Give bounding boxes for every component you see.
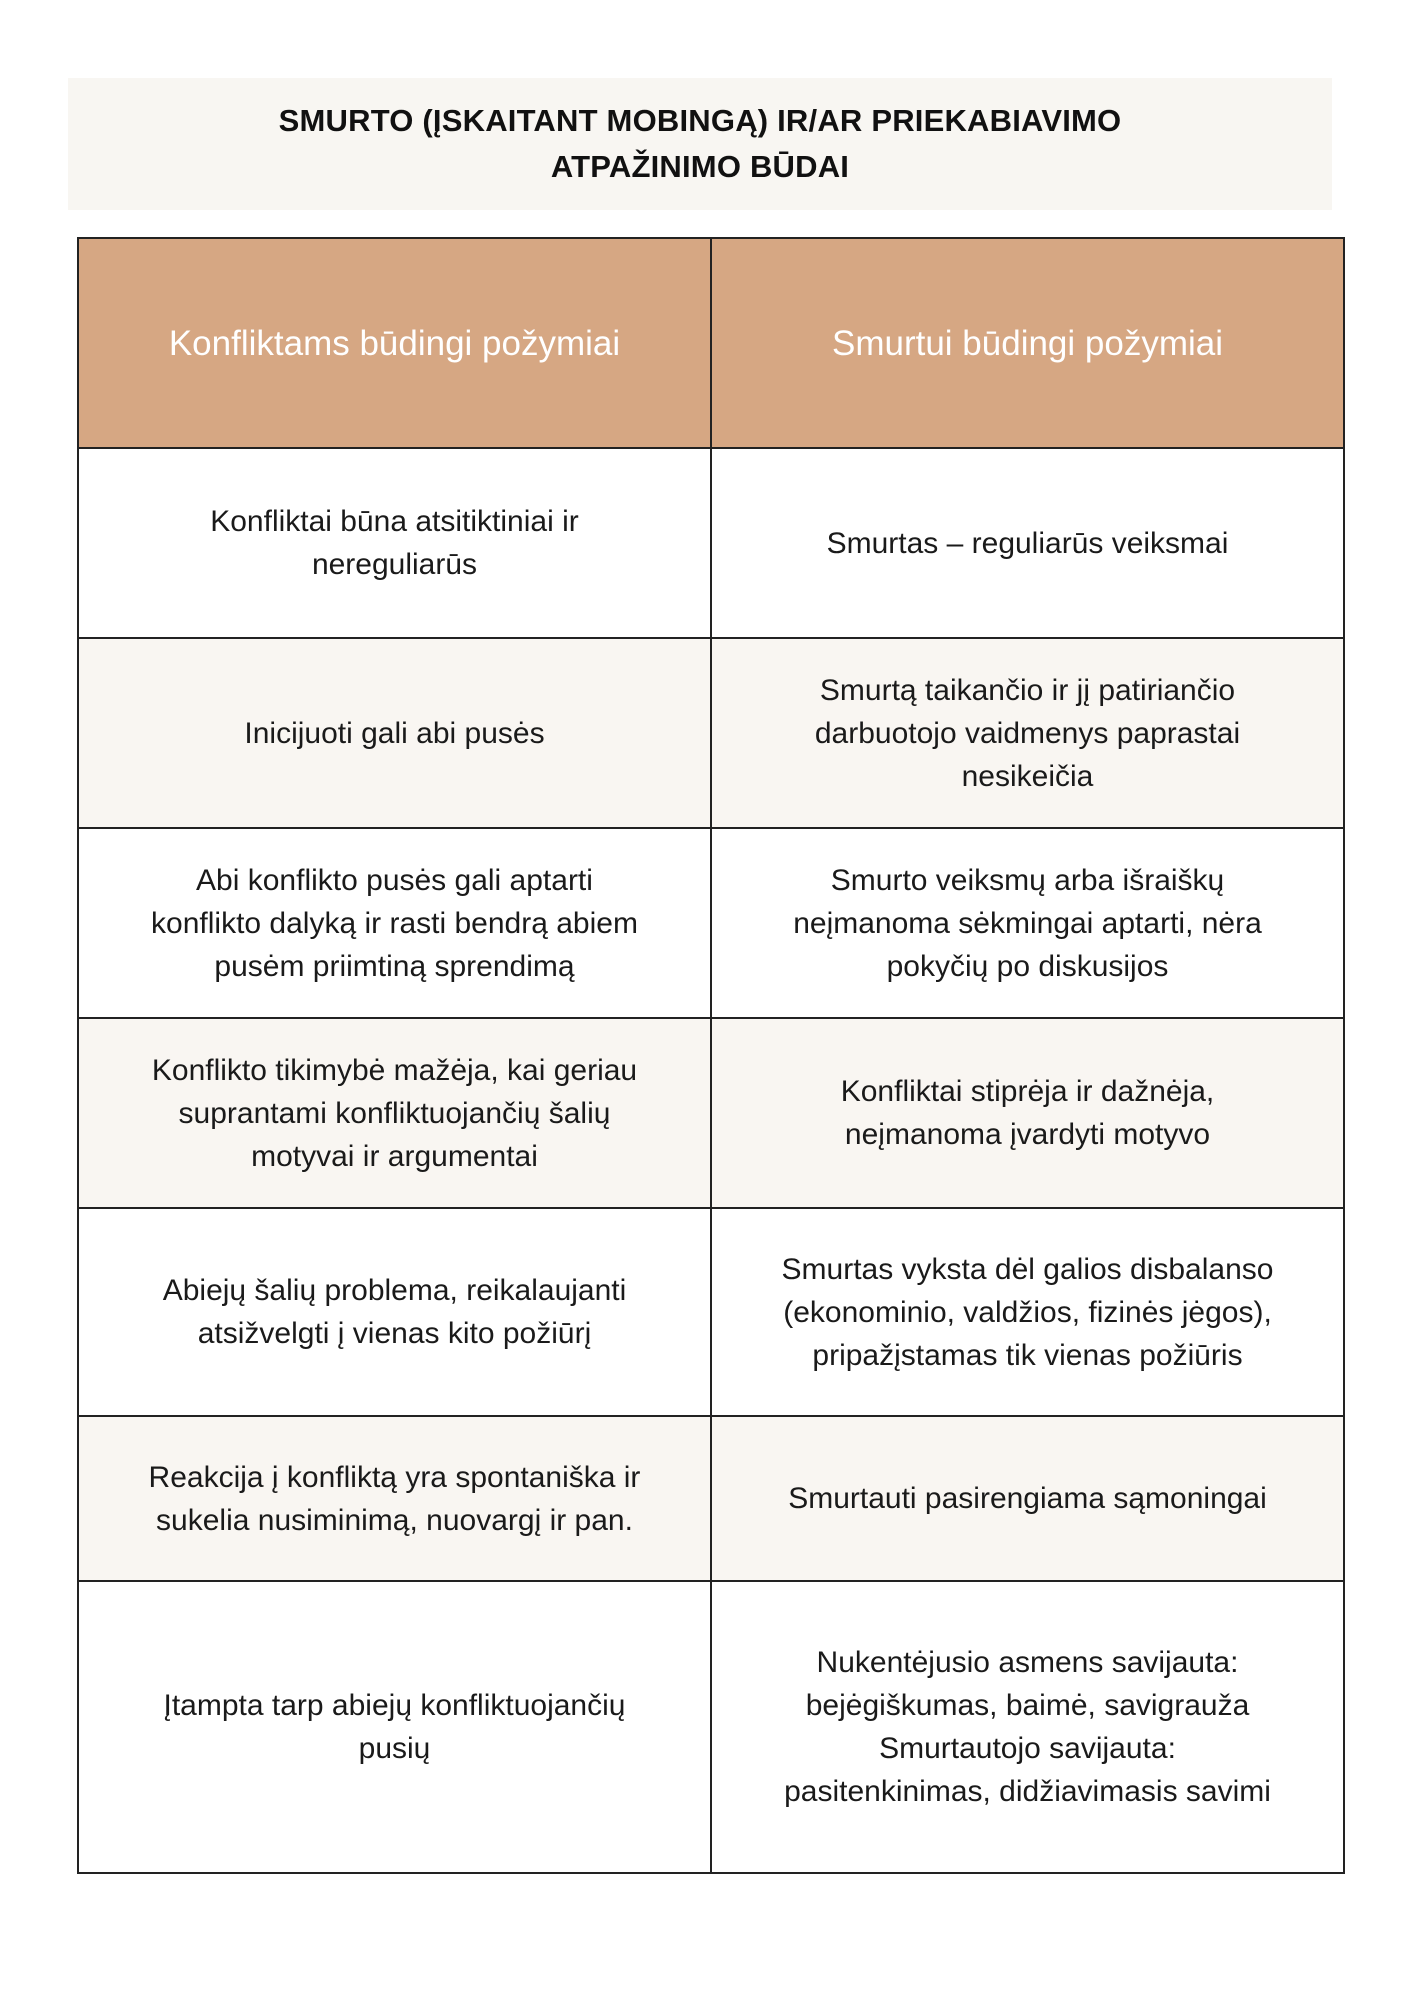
table-row xyxy=(78,828,1344,1018)
violence-sign-cell xyxy=(711,638,1344,828)
violence-sign-cell xyxy=(711,448,1344,638)
conflict-sign-cell xyxy=(78,1208,711,1416)
conflict-sign-cell xyxy=(78,448,711,638)
cell-text-line: pokyčių po diskusijos xyxy=(886,949,1169,983)
table-row xyxy=(78,638,1344,828)
comparison-table xyxy=(77,237,1345,1874)
cell-text-line: Abiejų šalių problema, reikalaujanti xyxy=(162,1274,627,1307)
violence-sign-cell xyxy=(711,1018,1344,1208)
cell-text-line: Įtampta tarp abiejų konfliktuojančių xyxy=(163,1689,626,1722)
cell-text-line: pusių xyxy=(358,1732,431,1765)
cell-text-line: nesikeičia xyxy=(961,759,1094,793)
cell-text-line: sukelia nusiminimą, nuovargį ir pan. xyxy=(156,1503,633,1537)
cell-text-line: darbuotojo vaidmenys paprastai xyxy=(814,716,1241,750)
cell-text-line: Smurto veiksmų arba išraiškų xyxy=(830,863,1225,897)
cell-text-line: Inicijuoti gali abi pusės xyxy=(244,716,545,750)
conflict-sign-cell xyxy=(78,1581,711,1873)
table-header-row xyxy=(78,238,1344,448)
cell-text-line: Smurtas – reguliarūs veiksmai xyxy=(826,526,1229,560)
table-row xyxy=(78,448,1344,638)
cell-text-line: pripažįstamas tik vienas požiūris xyxy=(812,1338,1243,1372)
cell-text-line: (ekonominio, valdžios, fizinės jėgos), xyxy=(783,1295,1272,1329)
cell-text-line: Smurtas vyksta dėl galios disbalanso xyxy=(781,1252,1274,1286)
title-line-1: SMURTO (ĮSKAITANT MOBINGĄ) IR/AR PRIEKABIAVIMO xyxy=(278,103,1122,138)
violence-sign-cell xyxy=(711,1581,1344,1873)
table-body xyxy=(78,238,1344,1873)
violence-sign-cell xyxy=(711,1208,1344,1416)
violence-sign-cell xyxy=(711,1416,1344,1581)
cell-text-line: Reakcija į konfliktą yra spontaniška ir xyxy=(148,1460,641,1494)
conflict-sign-cell xyxy=(78,828,711,1018)
cell-text-line: Abi konflikto pusės gali aptarti xyxy=(196,863,593,897)
cell-text-line: Konflikto tikimybė mažėja, kai geriau xyxy=(151,1053,638,1087)
cell-text-line: konflikto dalyką ir rasti bendrą abiem xyxy=(151,906,638,940)
cell-text-line: neįmanoma įvardyti motyvo xyxy=(844,1118,1211,1151)
violence-sign-cell xyxy=(711,828,1344,1018)
cell-text-line: Smurtautojo savijauta: xyxy=(879,1732,1176,1765)
cell-text-line: neįmanoma sėkmingai aptarti, nėra xyxy=(793,906,1262,940)
cell-text-line: pasitenkinimas, didžiavimasis savimi xyxy=(784,1775,1271,1808)
cell-text-line: nereguliarūs xyxy=(311,548,478,581)
cell-text-line: Smurtauti pasirengiama sąmoningai xyxy=(788,1482,1267,1515)
table-row xyxy=(78,1208,1344,1416)
cell-text-line: Smurtą taikančio ir jį patiriančio xyxy=(819,673,1236,707)
cell-text-line: bejėgiškumas, baimė, savigrauža xyxy=(805,1689,1250,1722)
cell-text-line: atsižvelgti į vienas kito požiūrį xyxy=(197,1317,592,1350)
cell-text-line: pusėm priimtiną sprendimą xyxy=(214,949,575,983)
cell-text-line: Nukentėjusio asmens savijauta: xyxy=(816,1646,1239,1679)
document-title xyxy=(68,78,1332,210)
cell-text-line: suprantami konfliktuojančių šalių xyxy=(178,1096,611,1130)
title-line-2: ATPAŽINIMO BŪDAI xyxy=(550,149,850,184)
conflict-sign-cell xyxy=(78,1416,711,1581)
header-violence-signs: Smurtui būdingi požymiai xyxy=(711,238,1344,448)
cell-text-line: Konfliktai stiprėja ir dažnėja, xyxy=(840,1075,1215,1108)
table-row xyxy=(78,1416,1344,1581)
table-row xyxy=(78,1018,1344,1208)
header-conflict-signs: Konfliktams būdingi požymiai xyxy=(78,238,711,448)
cell-text-line: motyvai ir argumentai xyxy=(251,1139,538,1173)
conflict-sign-cell xyxy=(78,1018,711,1208)
table-row xyxy=(78,1581,1344,1873)
conflict-sign-cell xyxy=(78,638,711,828)
cell-text-line: Konfliktai būna atsitiktiniai ir xyxy=(210,505,579,538)
